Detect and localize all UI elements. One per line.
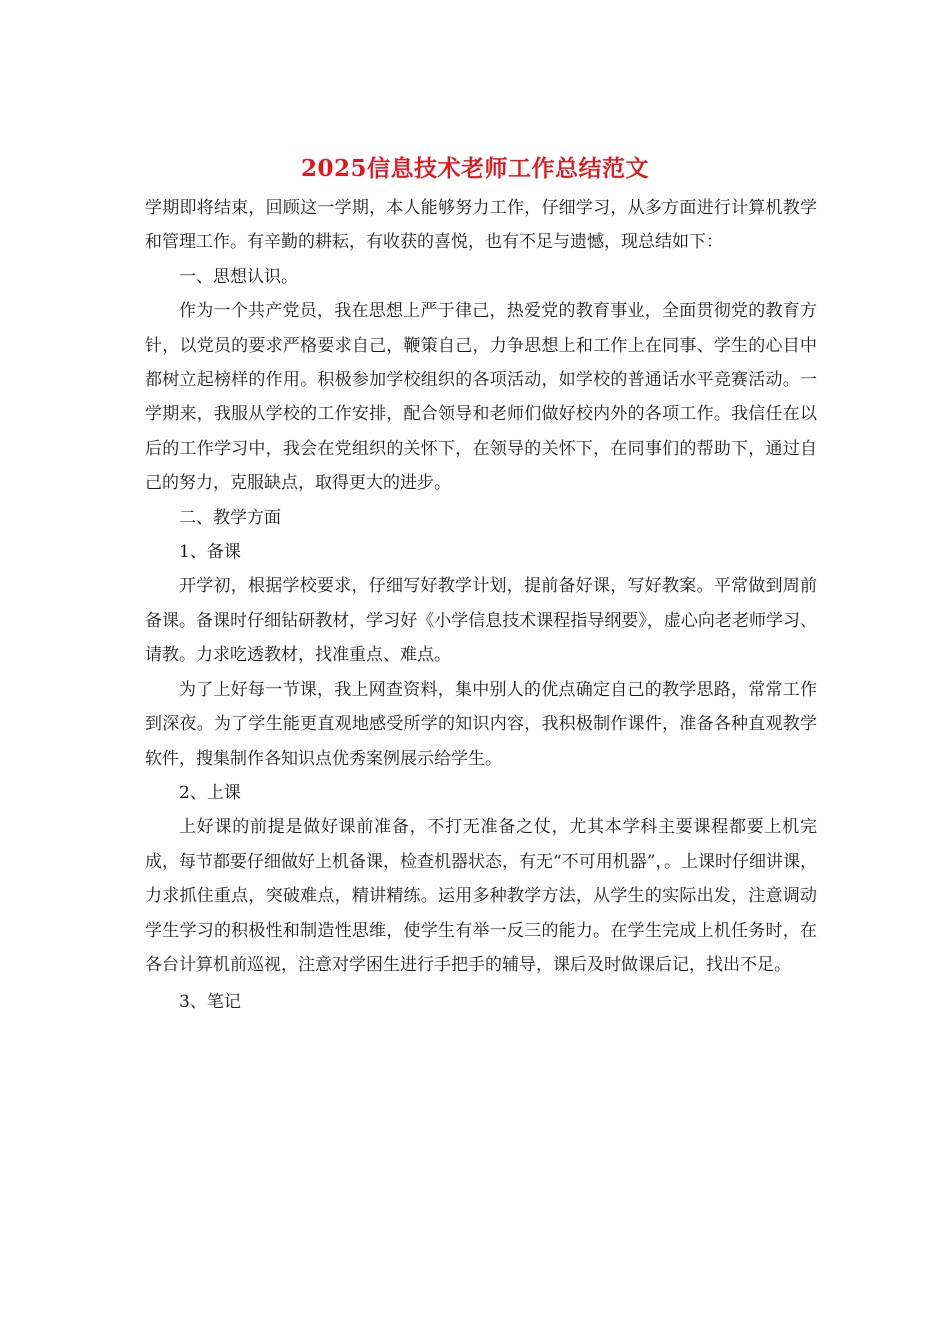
thought-paragraph: 作为一个共产党员，我在思想上严于律己，热爱党的教育事业，全面贯彻党的教育方针，以党员的要求严格要求自己，鞭策自己，力争思想上和工作上在同事、学生的心目中都树立起榜样的作用。积极参加学校组织的各项活动，如学校的普通话水平竞赛活动。一学期来，我服从学校的工作安排，配合领导和老师们做好校内外的各项工作。我信任在以后的工作学习中，我会在党组织的关怀下，在领导的关怀下，在同事们的帮助下，通过自己的努力，克服缺点，取得更大的进步。 — [145, 301, 817, 494]
subheading-class: 2、上课 — [179, 782, 241, 803]
document-title: 2025信息技术老师工作总结范文 — [300, 155, 649, 182]
section-heading-thought: 一、思想认识。 — [179, 266, 298, 287]
lesson-prep-paragraph-1: 开学初，根据学校要求，仔细写好教学计划，提前备好课，写好教案。平常做到周前备课。备课时仔细钻研教材，学习好《小学信息技术课程指导纲要》，虚心向老老师学习、请教。力求吃透教材，找准重点、难点。 — [145, 576, 817, 666]
document-body — [145, 191, 817, 1020]
intro-paragraph: 学期即将结束，回顾这一学期，本人能够努力工作，仔细学习，从多方面进行计算机教学和管理工作。有辛勤的耕耘，有收获的喜悦，也有不足与遗憾，现总结如下： — [145, 198, 817, 253]
class-paragraph: 上好课的前提是做好课前准备，不打无准备之仗，尤其本学科主要课程都要上机完成，每节都要仔细做好上机备课，检查机器状态，有无“不可用机器”，。上课时仔细讲课，力求抓住重点，突破难点，精讲精练。运用多种教学方法，从学生的实际出发，注意调动学生学习的积极性和制造性思维，使学生有举一反三的能力。在学生完成上机任务时，在各台计算机前巡视，注意对学困生进行手把手的辅导，课后及时做课后记，找出不足。 — [145, 817, 817, 975]
subheading-notes: 3、笔记 — [179, 992, 241, 1013]
subheading-lesson-prep: 1、备课 — [179, 542, 241, 563]
lesson-prep-paragraph-2: 为了上好每一节课，我上网查资料，集中别人的优点确定自己的教学思路，常常工作到深夜。为了学生能更直观地感受所学的知识内容，我积极制作课件，准备各种直观教学软件，搜集制作各知识点优秀案例展示给学生。 — [145, 679, 817, 769]
section-heading-teaching: 二、教学方面 — [179, 507, 281, 528]
